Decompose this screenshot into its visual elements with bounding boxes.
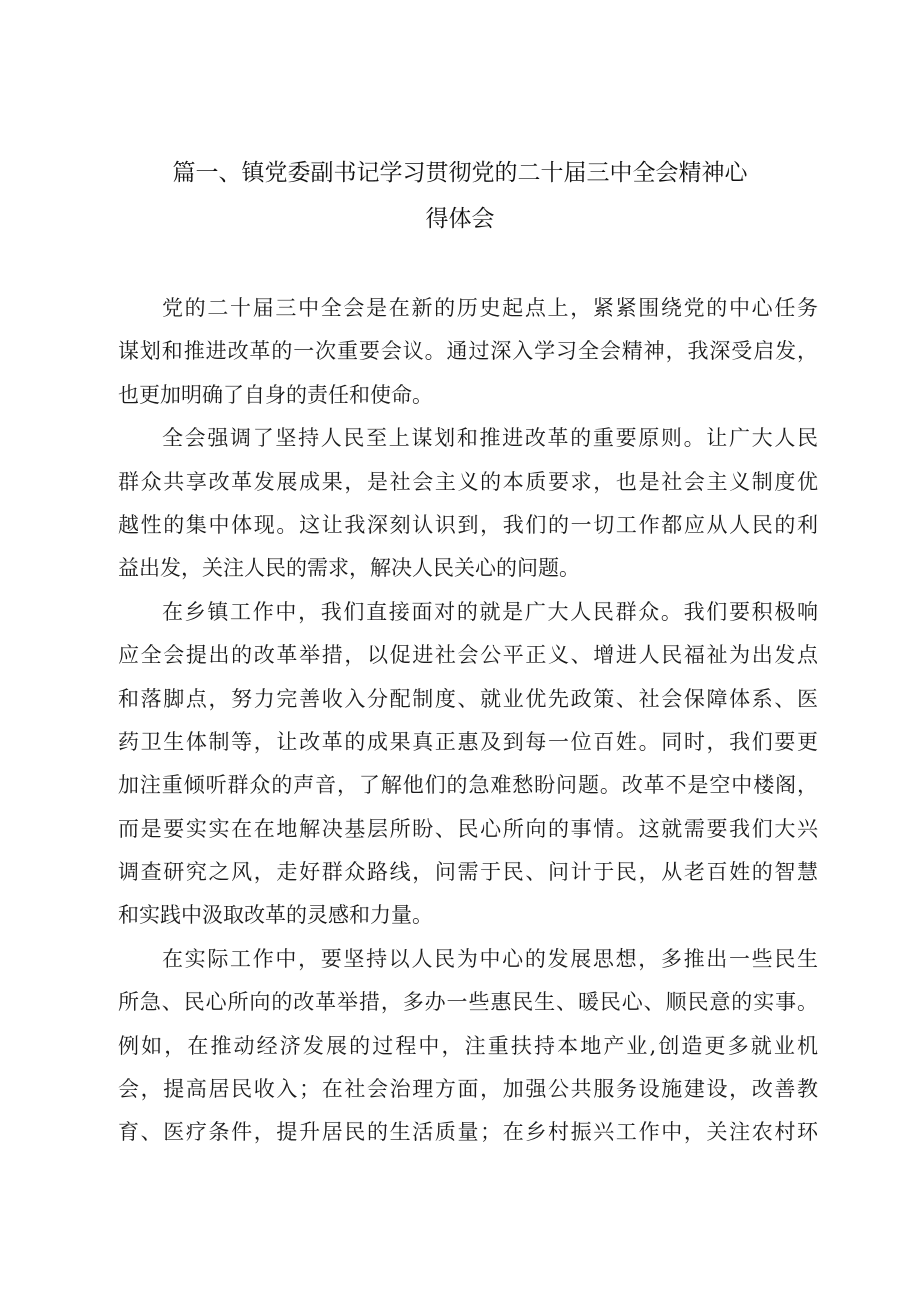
paragraph-3-line-7: 调查研究之风，走好群众路线，问需于民、问计于民，从老百姓的智慧 bbox=[118, 860, 818, 885]
paragraph-3-line-3: 和落脚点，努力完善收入分配制度、就业优先政策、社会保障体系、医 bbox=[118, 686, 818, 711]
paragraph-4-line-3: 例如，在推动经济发展的过程中，注重扶持本地产业,创造更多就业机 bbox=[118, 1033, 818, 1058]
paragraph-2-line-1: 全会强调了坚持人民至上谋划和推进改革的重要原则。让广大人民 bbox=[162, 426, 818, 451]
paragraph-4-line-4: 会，提高居民收入；在社会治理方面，加强公共服务设施建设，改善教 bbox=[118, 1077, 818, 1102]
paragraph-4-line-1: 在实际工作中，要坚持以人民为中心的发展思想，多推出一些民生 bbox=[162, 946, 818, 971]
paragraph-3-line-6: 而是要实实在在地解决基层所盼、民心所向的事情。这就需要我们大兴 bbox=[118, 816, 818, 841]
paragraph-3-line-2: 应全会提出的改革举措，以促进社会公平正义、增进人民福祉为出发点 bbox=[118, 643, 818, 668]
paragraph-4-line-5: 育、医疗条件，提升居民的生活质量；在乡村振兴工作中，关注农村环 bbox=[118, 1120, 818, 1145]
document-title-line-1: 篇一、镇党委副书记学习贯彻党的二十届三中全会精神心 bbox=[172, 160, 748, 186]
paragraph-1-line-3: 也更加明确了自身的责任和使命。 bbox=[118, 382, 433, 407]
paragraph-3-line-5: 加注重倾听群众的声音，了解他们的急难愁盼问题。改革不是空中楼阁， bbox=[118, 773, 818, 798]
paragraph-3-line-1: 在乡镇工作中，我们直接面对的就是广大人民群众。我们要积极响 bbox=[162, 599, 818, 624]
document-body bbox=[118, 287, 818, 1155]
paragraph-2-line-3: 越性的集中体现。这让我深刻认识到，我们的一切工作都应从人民的利 bbox=[118, 512, 818, 537]
paragraph-2-line-4: 益出发，关注人民的需求，解决人民关心的问题。 bbox=[118, 556, 580, 581]
paragraph-4-line-2: 所急、民心所向的改革举措，多办一些惠民生、暖民心、顺民意的实事。 bbox=[118, 990, 818, 1015]
document-title-line-2: 得体会 bbox=[425, 206, 495, 232]
paragraph-2-line-2: 群众共享改革发展成果，是社会主义的本质要求，也是社会主义制度优 bbox=[118, 469, 818, 494]
paragraph-3-line-4: 药卫生体制等，让改革的成果真正惠及到每一位百姓。同时，我们要更 bbox=[118, 729, 818, 754]
paragraph-1-line-2: 谋划和推进改革的一次重要会议。通过深入学习全会精神，我深受启发， bbox=[118, 339, 818, 364]
paragraph-3-line-8: 和实践中汲取改革的灵感和力量。 bbox=[118, 903, 433, 928]
paragraph-1-line-1: 党的二十届三中全会是在新的历史起点上，紧紧围绕党的中心任务 bbox=[162, 296, 818, 320]
